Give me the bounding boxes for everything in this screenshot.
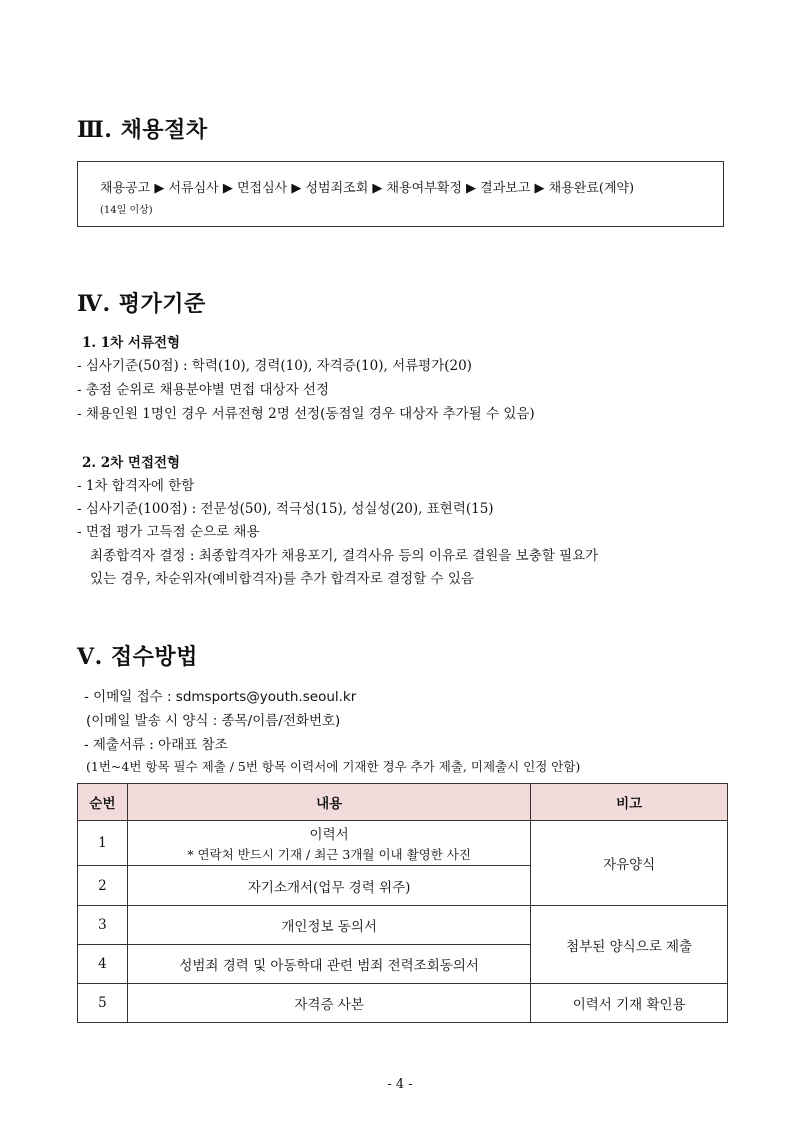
- row-content: 자기소개서(업무 경력 위주): [127, 866, 530, 906]
- sub1-heading: 1. 1차 서류전형: [82, 335, 181, 351]
- sub2-line: 최종합격자 결정 : 최종합격자가 채용포기, 결격사유 등의 이유로 결원을 보충할 필요가: [90, 548, 599, 564]
- sub2-line: - 면접 평가 고득점 순으로 채용: [77, 524, 260, 540]
- row-no: 4: [78, 945, 128, 984]
- sub2-line: 있는 경우, 차순위자(예비합격자)를 추가 합격자로 결정할 수 있음: [90, 571, 474, 587]
- row-no: 3: [78, 906, 128, 945]
- row-content: 성범죄 경력 및 아동학대 관련 범죄 전력조회동의서: [127, 945, 530, 984]
- sub2-heading: 2. 2차 면접전형: [82, 455, 181, 471]
- sub2-line: - 심사기준(100점) : 전문성(50), 적극성(15), 성실성(20), 표현력(15): [77, 501, 494, 517]
- row-content-sub: * 연락처 반드시 기재 / 최근 3개월 이내 촬영한 사진: [187, 847, 471, 862]
- table-row: [78, 984, 728, 1023]
- table-row: [78, 821, 728, 866]
- email-format-line: (이메일 발송 시 양식 : 종목/이름/전화번호): [86, 713, 341, 729]
- row-no: 2: [78, 866, 128, 906]
- row-content: 개인정보 동의서: [127, 906, 530, 945]
- table-header-row: [78, 784, 728, 821]
- process-box: [77, 161, 724, 227]
- page-number: - 4 -: [387, 1077, 413, 1092]
- row-no: 5: [78, 984, 128, 1023]
- section-3-title: Ⅲ. 채용절차: [77, 117, 208, 143]
- sub2-line: - 1차 합격자에 한함: [77, 478, 195, 494]
- documents-line: - 제출서류 : 아래표 참조: [84, 737, 228, 753]
- row-note: 자유양식: [531, 821, 728, 906]
- row-content-main: 이력서: [309, 827, 349, 843]
- process-flow: 채용공고 ▶ 서류심사 ▶ 면접심사 ▶ 성범죄조회 ▶ 채용여부확정 ▶ 결과보고 ▶ 채용완료(계약): [100, 181, 635, 196]
- documents-note-line: (1번~4번 항목 필수 제출 / 5번 항목 이력서에 기재한 경우 추가 제출, 미제출시 인정 안함): [86, 759, 581, 774]
- row-no: 1: [78, 821, 128, 866]
- submission-table: [77, 783, 728, 1023]
- sub1-line: - 채용인원 1명인 경우 서류전형 2명 선정(동점일 경우 대상자 추가될 수 있음): [77, 406, 535, 422]
- email-line: - 이메일 접수 : sdmsports@youth.seoul.kr: [84, 689, 357, 705]
- header-content: 내용: [127, 784, 530, 821]
- row-note: 첨부된 양식으로 제출: [531, 906, 728, 984]
- header-note: 비고: [531, 784, 728, 821]
- row-note: 이력서 기재 확인용: [531, 984, 728, 1023]
- row-content: [127, 821, 530, 866]
- process-note: (14일 이상): [100, 205, 153, 216]
- section-4-title: Ⅳ. 평가기준: [77, 291, 206, 317]
- table-row: [78, 906, 728, 945]
- section-5-title: Ⅴ. 접수방법: [77, 644, 198, 670]
- row-content: 자격증 사본: [127, 984, 530, 1023]
- sub1-line: - 총점 순위로 채용분야별 면접 대상자 선정: [77, 382, 330, 398]
- sub1-line: - 심사기준(50점) : 학력(10), 경력(10), 자격증(10), 서류평가(20): [77, 358, 472, 374]
- header-no: 순번: [78, 784, 128, 821]
